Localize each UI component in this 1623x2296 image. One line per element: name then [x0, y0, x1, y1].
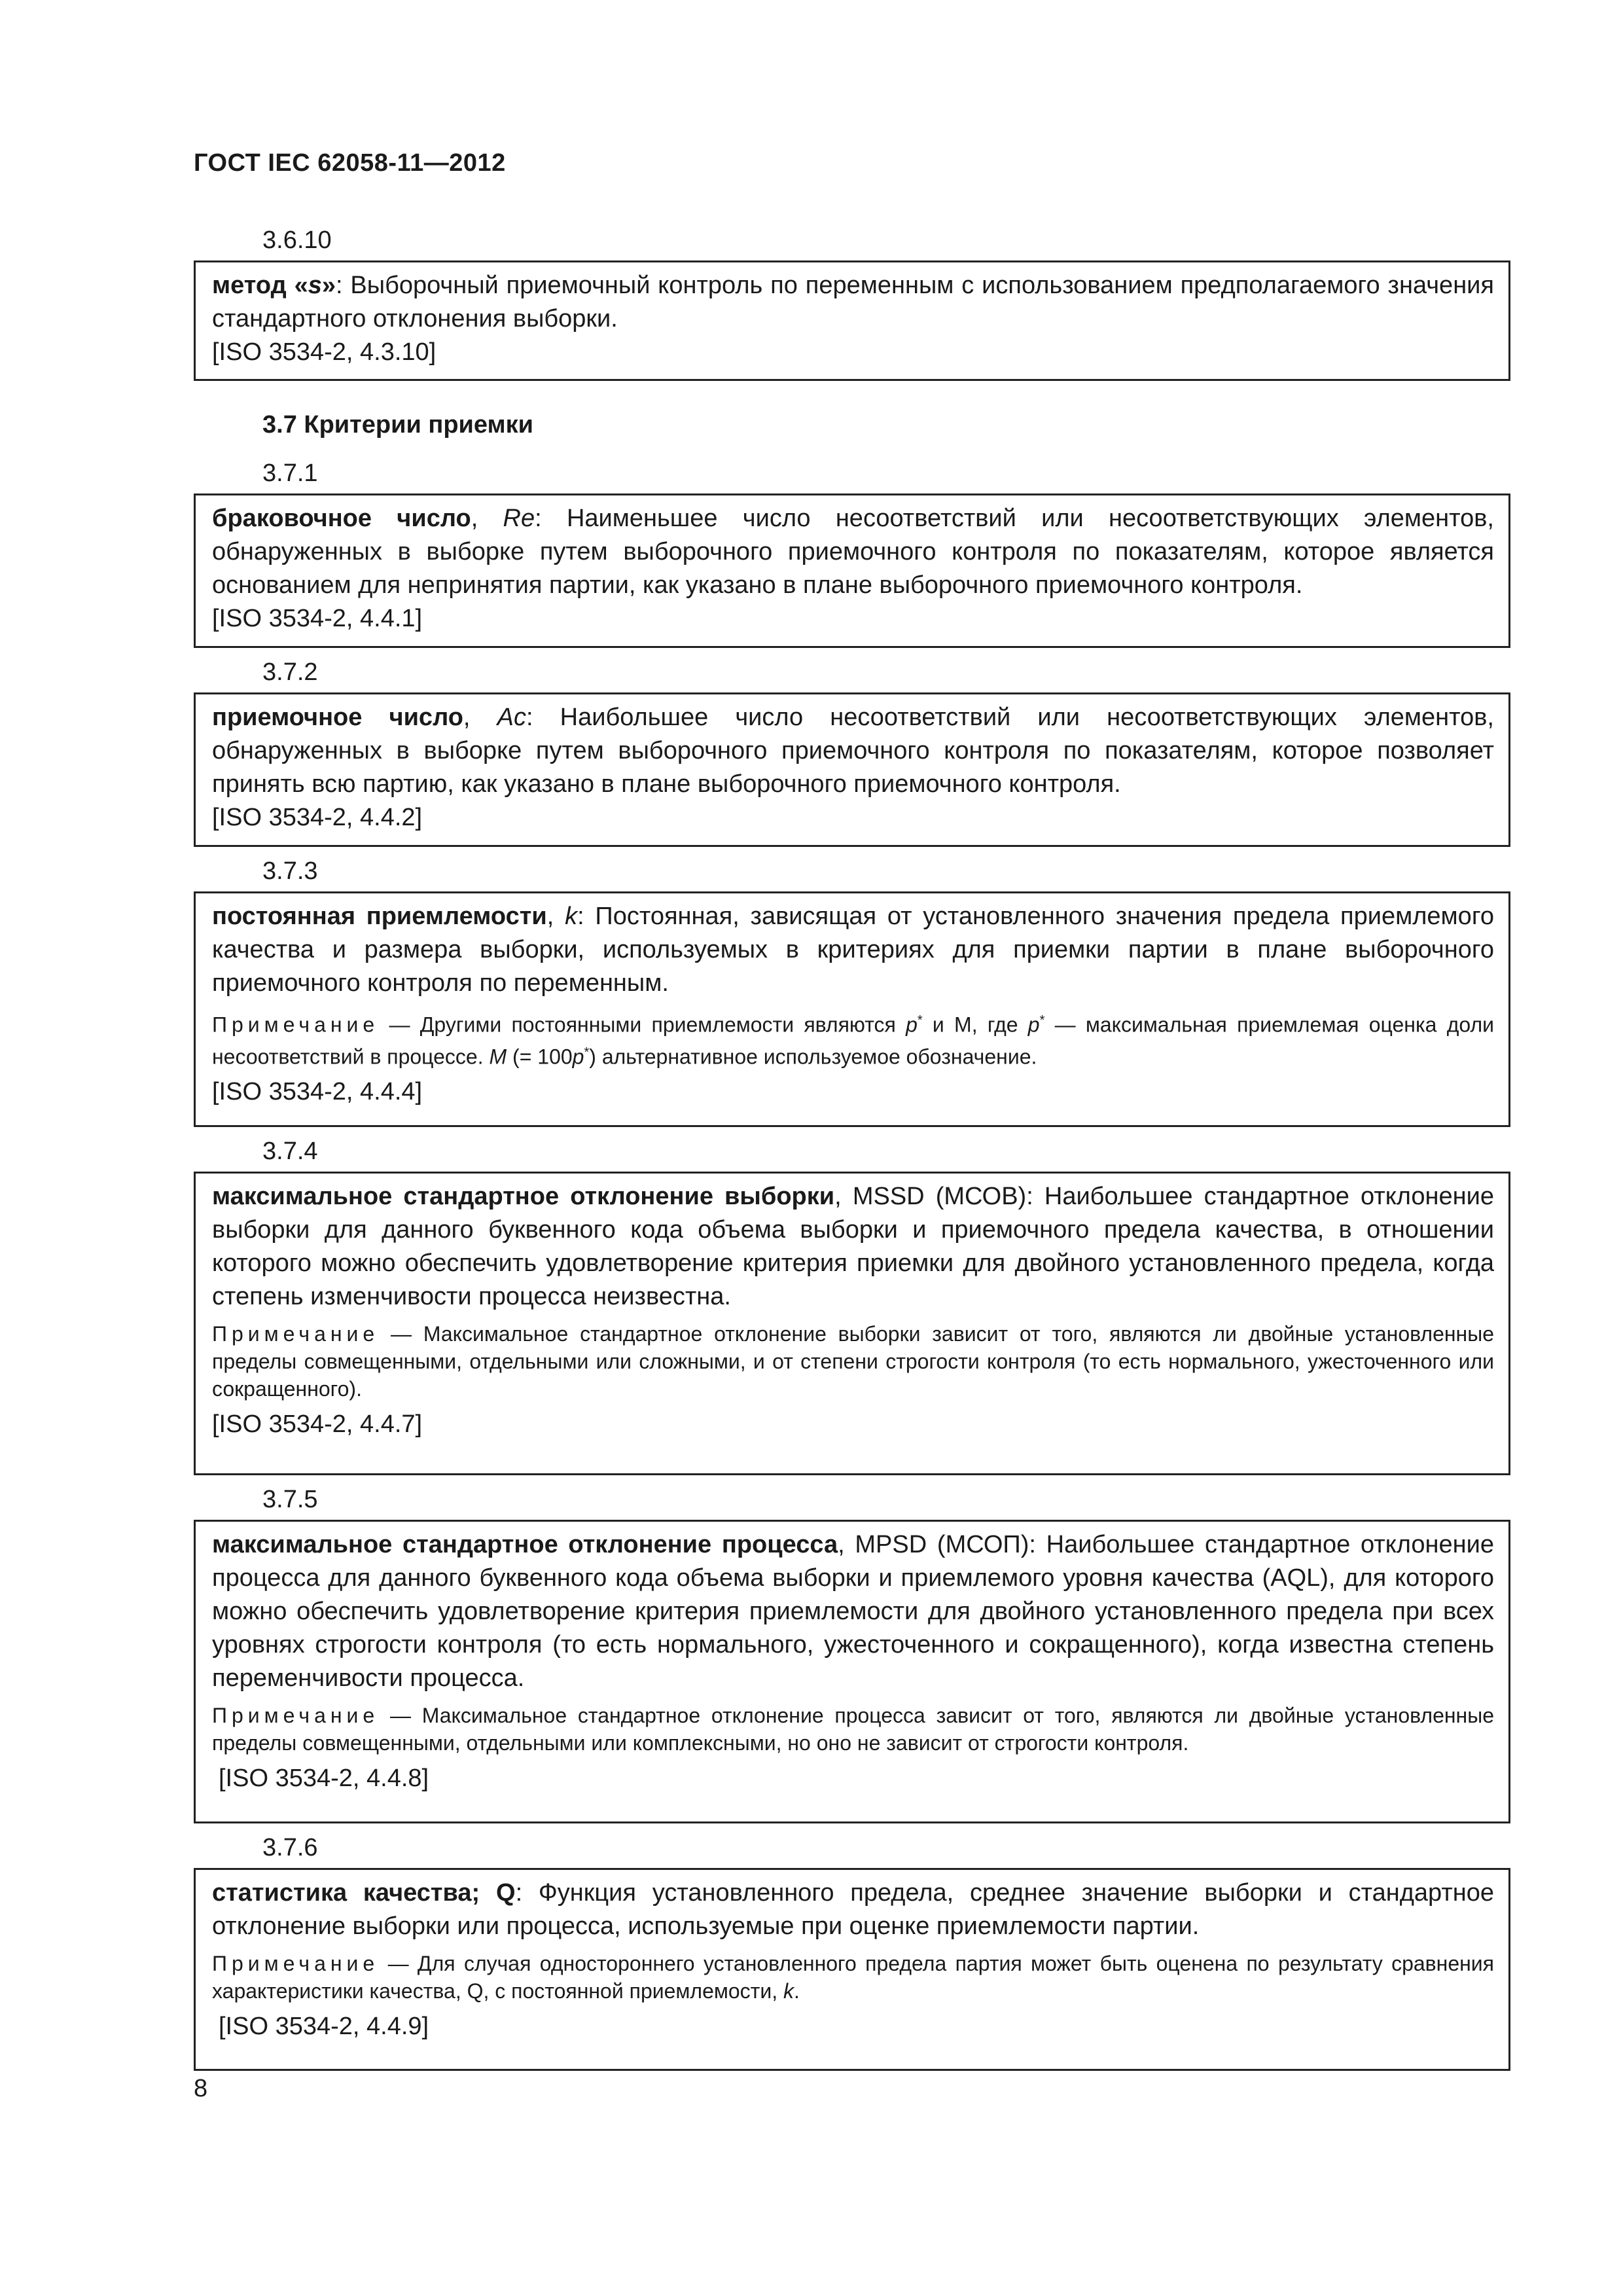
term: статистика качества; Q	[212, 1879, 516, 1907]
definition-box	[194, 493, 1510, 648]
definition-text: максимальное стандартное отклонение процесса, MPSD (МСОП): Наибольшее стандартное отклонение процесса для данного буквенного кода объема выборки и приемлемого уровня качества (AQL), для которого можно обеспечить удовлетворение критерия приемлемости для двойного установленного предела при всех уровнях строгости контроля (то есть нормального, ужесточенного и сокращенного), когда известна степень переменчивости процесса.	[212, 1531, 1494, 1692]
note: Примечание — Другими постоянными приемлемости являются p* и М, где p* — максимальная приемлемая оценка доли несоответствий в процессе. M (= 100p*) альтернативное используемое обозначение.	[212, 1013, 1495, 1069]
definition-box	[194, 1868, 1510, 2071]
definition-box	[194, 260, 1510, 381]
term: максимальное стандартное отклонение процесса	[212, 1531, 838, 1558]
note-label: Примечание	[212, 1322, 380, 1346]
note-label: Примечание	[212, 1013, 380, 1037]
reference: [ISO 3534-2, 4.4.4]	[212, 1078, 423, 1106]
definition-box	[194, 891, 1510, 1127]
entry-number: 3.6.10	[262, 226, 332, 254]
definition-text: максимальное стандартное отклонение выборки, MSSD (МСОВ): Наибольшее стандартное отклонение выборки для данного буквенного кода объема выборки и приемочного предела качества, в отношении которого можно обеспечить удовлетворение критерия приемки для двойного установленного предела, когда степень изменчивости процесса неизвестна.	[212, 1183, 1494, 1310]
entry-number: 3.7.3	[262, 857, 318, 885]
term-abbreviation: MPSD (МСОП)	[855, 1531, 1029, 1558]
term: постоянная приемлемости	[212, 903, 547, 930]
note: Примечание — Максимальное стандартное отклонение выборки зависит от того, являются ли двойные установленные пределы совмещенными, отдельными или сложными, и от степени строгости контроля (то есть нормального, ужесточенного или сокращенного).	[212, 1322, 1494, 1401]
definition-text: статистика качества; Q: Функция установленного предела, среднее значение выборки и стандартное отклонение выборки или процесса, используемые при оценке приемлемости партии.	[212, 1879, 1494, 1940]
definition-text: постоянная приемлемости, k: Постоянная, зависящая от установленного значения предела приемлемого качества и размера выборки, используемых в критериях для приемки партии в плане выборочного приемочного контроля по переменным.	[212, 903, 1494, 997]
reference: [ISO 3534-2, 4.4.8]	[219, 1765, 429, 1792]
note-label: Примечание	[212, 1952, 380, 1975]
definition-box	[194, 1172, 1510, 1475]
definition-box	[194, 1520, 1510, 1823]
note: Примечание — Для случая одностороннего установленного предела партия может быть оценена по результату сравнения характеристики качества, Q, с постоянной приемлемости, k.	[212, 1952, 1494, 2003]
note: Примечание — Максимальное стандартное отклонение процесса зависит от того, являются ли двойные установленные пределы совмещенными, отдельными или комплексными, но оно не зависит от строгости контроля.	[212, 1704, 1494, 1755]
term: максимальное стандартное отклонение выборки	[212, 1183, 835, 1210]
term-abbreviation: Ac	[497, 704, 526, 731]
page-number: 8	[194, 2075, 208, 2102]
entry-number: 3.7.4	[262, 1138, 318, 1165]
reference: [ISO 3534-2, 4.4.7]	[212, 1410, 423, 1438]
definition-text: приемочное число, Ac: Наибольшее число несоответствий или несоответствующих элементов, обнаруженных в выборке путем выборочного приемочного контроля по показателям, которое позволяет принять всю партию, как указано в плане выборочного приемочного контроля.	[212, 704, 1494, 798]
term: браковочное число	[212, 505, 471, 532]
entry-number: 3.7.5	[262, 1486, 318, 1513]
term: метод «s»	[212, 272, 336, 299]
definition-text: метод «s»: Выборочный приемочный контроль по переменным с использованием предполагаемого значения стандартного отклонения выборки.	[212, 272, 1494, 332]
document-header: ГОСТ IEC 62058-11—2012	[194, 149, 506, 177]
entry-number: 3.7.6	[262, 1834, 318, 1861]
term: приемочное число	[212, 704, 463, 731]
note-label: Примечание	[212, 1704, 380, 1727]
reference: [ISO 3534-2, 4.4.9]	[219, 2013, 429, 2040]
definition-text: браковочное число, Re: Наименьшее число несоответствий или несоответствующих элементов, обнаруженных в выборке путем выборочного приемочного контроля по показателям, которое является основанием для непринятия партии, как указано в плане выборочного приемочного контроля.	[212, 505, 1494, 599]
reference: [ISO 3534-2, 4.4.2]	[212, 804, 423, 831]
section-title: 3.7 Критерии приемки	[262, 411, 534, 439]
definition-box	[194, 692, 1510, 847]
entry-number: 3.7.2	[262, 658, 318, 686]
term-abbreviation: MSSD (МСОВ)	[852, 1183, 1027, 1210]
term-abbreviation: k	[565, 903, 578, 930]
reference: [ISO 3534-2, 4.3.10]	[212, 338, 437, 366]
entry-number: 3.7.1	[262, 459, 318, 487]
reference: [ISO 3534-2, 4.4.1]	[212, 605, 423, 632]
term-abbreviation: Re	[503, 505, 535, 532]
